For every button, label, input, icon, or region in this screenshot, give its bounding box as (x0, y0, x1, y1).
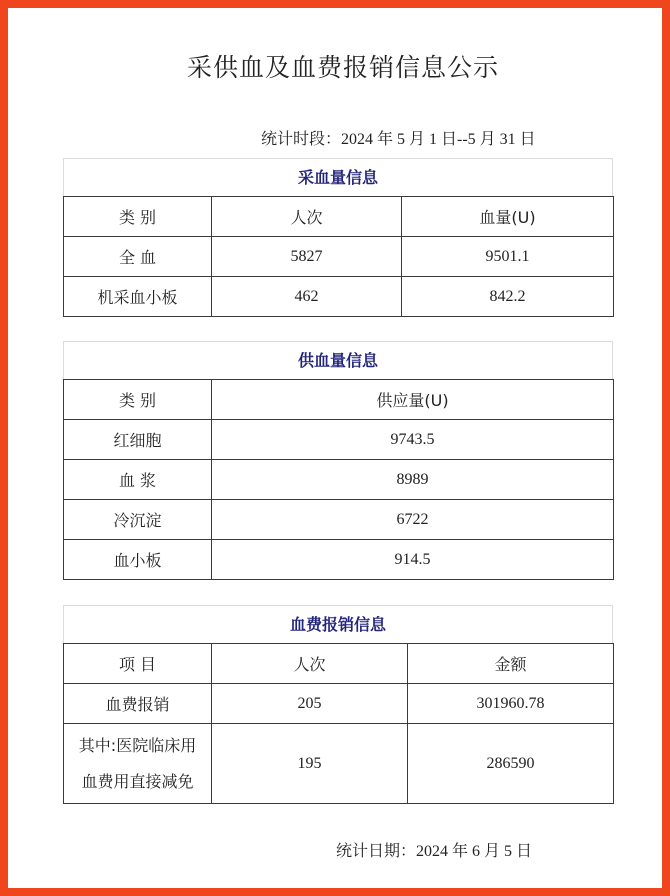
table-row (64, 460, 614, 500)
row-count: 5827 (212, 237, 402, 277)
collection-heading: 采血量信息 (63, 158, 613, 196)
row-amount: 286590 (408, 724, 614, 804)
row-count: 462 (212, 277, 402, 317)
collection-table (63, 196, 614, 317)
row-count: 205 (212, 684, 408, 724)
header-count: 人次 (212, 197, 402, 237)
row-supply: 8989 (212, 460, 614, 500)
table-header-row (64, 380, 614, 420)
header-count: 人次 (212, 644, 408, 684)
table-header-row (64, 197, 614, 237)
row-supply: 9743.5 (212, 420, 614, 460)
header-volume: 血量(U) (402, 197, 614, 237)
row-label-direct-reduction (64, 724, 212, 804)
statistics-period: 统计时段：2024 年 5 月 1 日--5 月 31 日 (261, 131, 536, 148)
supply-section (63, 341, 613, 580)
row-label: 血小板 (64, 540, 212, 580)
supply-heading: 供血量信息 (63, 341, 613, 379)
row-amount: 301960.78 (408, 684, 614, 724)
collection-section (63, 158, 613, 317)
table-row (64, 684, 614, 724)
row-label: 血 浆 (64, 460, 212, 500)
table-header-row (64, 644, 614, 684)
header-category: 类 别 (64, 197, 212, 237)
header-item: 项 目 (64, 644, 212, 684)
header-amount: 金额 (408, 644, 614, 684)
row-label-line2: 血费用直接减免 (81, 771, 194, 791)
table-row (64, 724, 614, 804)
statistics-date: 统计日期：2024 年 6 月 5 日 (336, 843, 533, 860)
table-row (64, 420, 614, 460)
row-label-line1: 其中:医院临床用 (78, 735, 197, 755)
row-supply: 6722 (212, 500, 614, 540)
reimbursement-heading: 血费报销信息 (63, 605, 613, 643)
row-supply: 914.5 (212, 540, 614, 580)
table-row (64, 277, 614, 317)
reimbursement-section (63, 605, 613, 804)
table-row (64, 237, 614, 277)
row-label: 全 血 (64, 237, 212, 277)
supply-table (63, 379, 614, 580)
row-label: 红细胞 (64, 420, 212, 460)
table-row (64, 500, 614, 540)
row-label: 机采血小板 (64, 277, 212, 317)
row-count: 195 (212, 724, 408, 804)
row-volume: 9501.1 (402, 237, 614, 277)
row-volume: 842.2 (402, 277, 614, 317)
row-label: 血费报销 (64, 684, 212, 724)
header-supply: 供应量(U) (212, 380, 614, 420)
row-label: 冷沉淀 (64, 500, 212, 540)
reimbursement-table (63, 643, 614, 804)
page-title: 采供血及血费报销信息公示 (186, 53, 499, 82)
header-category: 类 别 (64, 380, 212, 420)
table-row (64, 540, 614, 580)
